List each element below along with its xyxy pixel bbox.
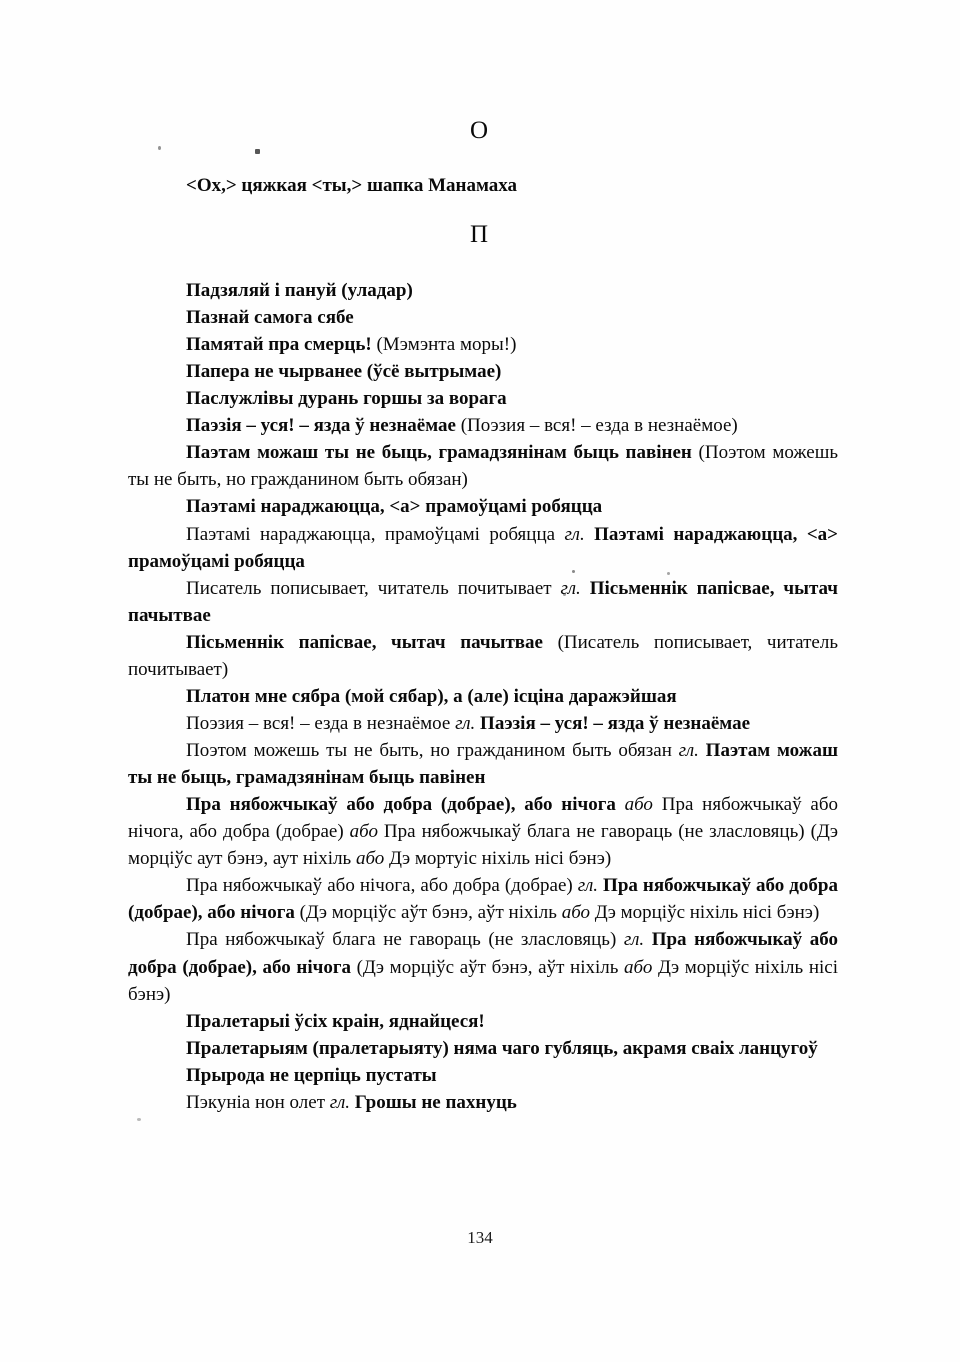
entry-praletaryi-usikh-krain (128, 1008, 838, 1035)
entry-praletaryyam (128, 1035, 838, 1062)
entry-gloss: (Дэ морціўс аўт бэнэ, аўт ніхіль (299, 902, 562, 924)
entry-gloss: (Дэ морціўс аўт бэнэ, аўт ніхіль (356, 956, 625, 978)
page-body (128, 118, 838, 1116)
entry-pekunia-non-olet (128, 1089, 838, 1116)
entry-paetam-mozhash (128, 439, 838, 493)
scan-artifact-speck (137, 1118, 141, 1121)
entry-headword: Паэтам можаш ты не быць, грамадзянінам быць павінен (186, 442, 692, 464)
entry-padzyalyay (128, 277, 838, 304)
entry-papera-ne-chyrvanee (128, 358, 838, 385)
cross-reference-mark: гл. (455, 712, 476, 734)
cross-reference-mark: гл. (678, 740, 699, 762)
variant-marker: або (624, 794, 653, 816)
entry-text: Паэтамі нараджаюцца, <а> прамоўцамі робяцца (186, 496, 603, 518)
entry-gloss: (Писатель пописывает, читатель почитывает) (128, 631, 838, 680)
entry-text: Пралетарыям (пралетарыяту) няма чаго губляць, акрамя сваіх ланцугоў (186, 1037, 818, 1059)
entry-gloss: (Поэзия – вся! – езда в незнаёмое) (455, 415, 738, 437)
page-number: 134 (467, 1228, 493, 1247)
entry-pra-nyabozhchykau-1 (128, 791, 838, 872)
entry-pra-nyabozhchykau-2 (128, 872, 838, 926)
cross-reference-mark: гл. (564, 523, 585, 545)
variant-marker: або (355, 848, 385, 870)
entry-paznay-samoga (128, 304, 838, 331)
entry-paezia-usya (128, 412, 838, 439)
entry-variant: Пра нябожчыкаў блага не гавораць (не зласловяць) (186, 929, 624, 951)
entry-headword: Пісьменнік папісвае, чытач пачытвае (186, 631, 543, 653)
entry-target: Пра нябожчыкаў або добра (добрае), або нічога (128, 929, 838, 978)
entry-headword: Памятай пра смерць! (186, 334, 372, 356)
cross-reference-mark: гл. (577, 875, 598, 897)
entry-poetom-mozhesh-ref (128, 737, 838, 791)
entry-o-shapka-manamaha: <Ох,> цяжкая <ты,> шапка Манамаха (186, 175, 518, 196)
section-letter-o: О (469, 117, 489, 144)
entry-variant: Пра нябожчыкаў або нічога, або добра (добрае) (128, 794, 838, 843)
entry-gloss: (Поэтом можешь ты не быть, но гражданином быть обязан) (128, 442, 838, 491)
entry-paetami-naradzhayuzza-bold (128, 493, 838, 520)
entry-variant: Паэтамі нараджаюцца, прамоўцамі робяцца (186, 523, 565, 545)
entry-variant: Пра нябожчыкаў блага не гавораць (не зласловяць) (Дэ морціўс аут бэнэ, аут ніхіль (128, 821, 839, 870)
entry-variant: Пэкуніа нон олет (186, 1091, 330, 1113)
entry-text: Пралетарыі ўсіх краін, яднайцеся! (186, 1010, 485, 1032)
entry-pisatel-popisyvaet-ref (128, 575, 838, 629)
entry-variant: Пра нябожчыкаў або нічога, або добра (добрае) (186, 875, 578, 897)
entry-target: Паэзія – уся! – язда ў незнаёмае (475, 712, 751, 734)
entry-pasluzhlivy-duran (128, 385, 838, 412)
entry-poeziya-vsya-ref (128, 710, 838, 737)
entry-text: Папера не чырванее (ўсё вытрымае) (186, 361, 502, 383)
entry-target: Паэтам можаш ты не быць, грамадзянінам быць павінен (128, 740, 838, 789)
entry-pryroda-ne-tserpits (128, 1062, 838, 1089)
cross-reference-mark: гл. (560, 577, 581, 599)
entry-gloss: Дэ морціўс ніхіль нісі бэнэ) (590, 902, 820, 924)
entry-headword: Пра нябожчыкаў або добра (добрае), або нічога (186, 794, 625, 816)
variant-marker: або (349, 821, 378, 843)
entry-variant: Писатель пописывает, читатель почитывает (186, 577, 561, 599)
entry-gloss: (Мэмэнта моры!) (371, 334, 517, 356)
entry-text: Платон мне сябра (мой сябар), а (але) ісціна даражэйшая (186, 685, 677, 707)
entry-pamyatay-pra-smerts (128, 331, 838, 358)
entry-text: Падзяляй і пануй (уладар) (186, 279, 413, 301)
entry-text: Пазнай самога сябе (186, 307, 354, 329)
entry-variant: Дэ мортуіс ніхіль нісі бэнэ) (384, 848, 612, 870)
variant-marker: або (561, 902, 590, 924)
entry-pismennik-papisvae (128, 629, 838, 683)
entry-variant: Поэтом можешь ты не быть, но гражданином быть обязан (186, 740, 679, 762)
entry-headword: Паэзія – уся! – язда ў незнаёмае (186, 415, 456, 437)
section-letter-p: П (469, 220, 489, 248)
entry-target: Грошы не пахнуць (349, 1091, 517, 1113)
entry-text: Паслужлівы дурань горшы за ворага (186, 388, 507, 410)
entry-text: Прырода не церпіць пустаты (186, 1064, 437, 1086)
entry-target: Пра нябожчыкаў або добра (добрае), або нічога (128, 875, 838, 924)
entry-variant: Поэзия – вся! – езда в незнаёмое (186, 712, 456, 734)
entry-target: Паэтамі нараджаюцца, <а> прамоўцамі робяцца (128, 523, 838, 572)
variant-marker: або (624, 956, 653, 978)
entry-target: Пісьменнік папісвае, чытач пачытвае (128, 577, 839, 626)
entry-gloss: Дэ морціўс ніхіль нісі бэнэ) (128, 956, 838, 1005)
entry-paetami-naradzhayuzza-ref (128, 521, 838, 575)
cross-reference-mark: гл. (329, 1091, 350, 1113)
entry-pra-nyabozhchykau-3 (128, 926, 838, 1007)
cross-reference-mark: гл. (623, 929, 645, 951)
entry-platon-mne-syabra (128, 683, 838, 710)
